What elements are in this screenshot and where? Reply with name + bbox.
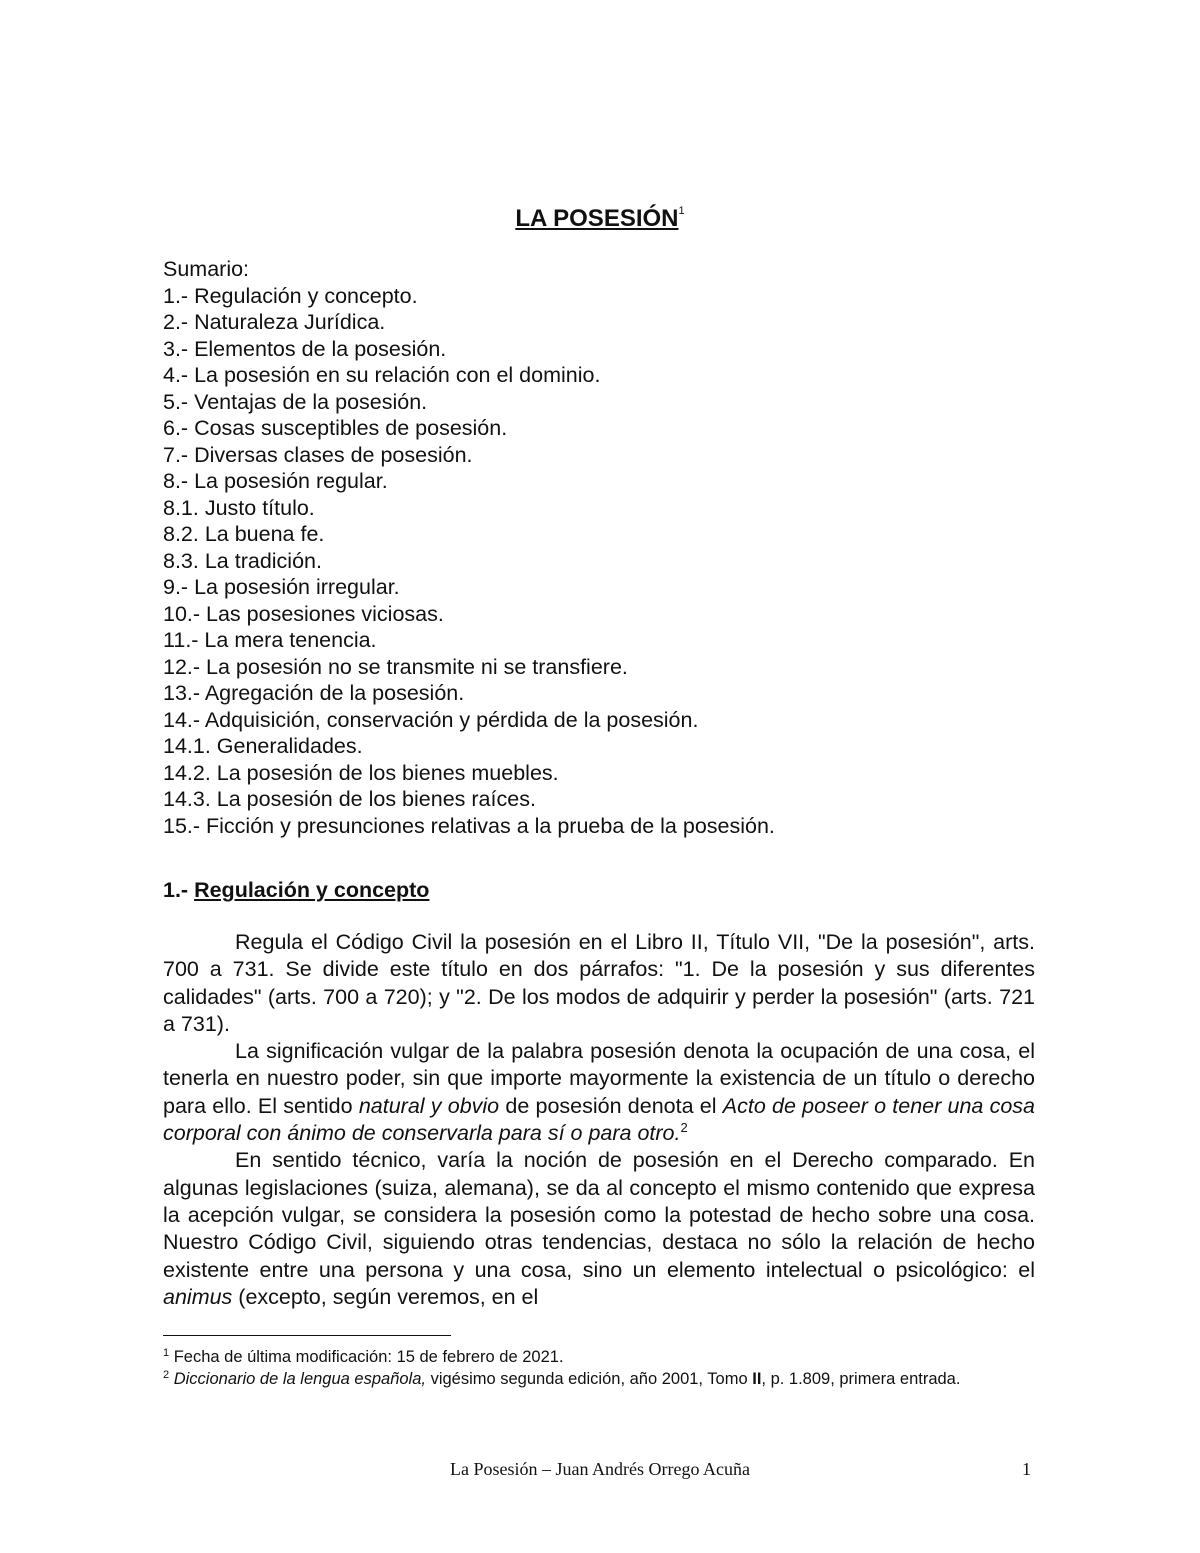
paragraph-text: En sentido técnico, varía la noción de posesión en el Derecho comparado. En algunas legislaciones (suiza, alemana), se da al concepto el mismo contenido que expresa la acepción vulgar, se considera la posesión como la potestad de hecho sobre una cosa. Nuestro Código Civil, siguiendo otras tendencias, destaca no sólo la relación de hecho existente entre una persona y una cosa, sino un elemento intelectual o psicológico: el [163,1148,1035,1282]
summary-item: 3.- Elementos de la posesión. [163,336,447,361]
footer-text: La Posesión – Juan Andrés Orrego Acuña [450,1459,750,1479]
summary-item: 6.- Cosas susceptibles de posesión. [163,416,508,440]
summary [163,256,1043,839]
section-body [163,929,1035,1311]
footnotes [163,1346,1035,1390]
paragraph-emphasis: Acto de poseer o tener una cosa corporal con ánimo de conservarla para sí o para otro. [163,1093,1036,1146]
summary-item: 10.- Las posesiones viciosas. [163,601,444,626]
section-heading [163,876,429,904]
footnote-separator [163,1335,451,1336]
summary-item: 12.- La posesión no se transmite ni se transfiere. [163,654,628,679]
footnote-number: 2 [163,1369,170,1381]
paragraph [163,1038,1035,1147]
footnote-2 [163,1368,1035,1390]
footnote-1 [163,1346,1035,1368]
summary-item: 1.- Regulación y concepto. [163,283,418,308]
summary-item: 5.- Ventajas de la posesión. [163,389,428,414]
footnote-ref: 2 [680,1120,688,1136]
summary-item: 2.- Naturaleza Jurídica. [163,310,386,334]
summary-item: 14.- Adquisición, conservación y pérdida de la posesión. [163,707,699,732]
paragraph-emphasis: natural y obvio [358,1093,500,1118]
paragraph-text: (excepto, según veremos, en el [232,1284,539,1309]
section-number: 1.- [163,878,189,902]
paragraph [163,1147,1035,1311]
summary-item: 8.3. La tradición. [163,548,322,573]
summary-item: 7.- Diversas clases de posesión. [163,442,473,467]
summary-item: 15.- Ficción y presunciones relativas a la prueba de la posesión. [163,813,775,838]
page-number: 1 [1022,1459,1031,1479]
footnote-strong: II [752,1370,762,1388]
summary-item: 14.2. La posesión de los bienes muebles. [163,760,559,785]
title-text: LA POSESIÓN [515,205,679,232]
summary-item: 8.- La posesión regular. [163,469,388,493]
summary-item: 8.1. Justo título. [163,495,315,520]
summary-item: 9.- La posesión irregular. [163,575,400,599]
footnote-emphasis: Diccionario de la lengua española, [173,1370,426,1388]
paragraph-text: de posesión denota el [499,1093,723,1118]
summary-item: 14.3. La posesión de los bienes raíces. [163,787,536,811]
title-footnote-ref: 1 [678,205,685,217]
summary-item: 4.- La posesión en su relación con el dominio. [163,363,601,387]
summary-heading: Sumario: [163,257,250,281]
document-title [0,196,1200,234]
summary-item: 11.- La mera tenencia. [163,628,377,652]
footnote-text: vigésimo segunda edición, año 2001, Tomo [425,1370,753,1388]
footnote-number: 1 [163,1347,170,1359]
footnote-text: Fecha de última modificación: 15 de febrero de 2021. [169,1348,564,1366]
footnote-text: , p. 1.809, primera entrada. [761,1370,961,1388]
paragraph-emphasis: animus [163,1284,233,1309]
summary-item: 13.- Agregación de la posesión. [163,681,465,705]
paragraph: Regula el Código Civil la posesión en el Libro II, Título VII, "De la posesión", arts. 700 a 731. Se divide este título en dos párrafos: "1. De la posesión y sus diferentes calidades" (arts. 700 a 720); y "2. De los modos de adquirir y perder la posesión" (arts. 721 a 731). [163,930,1035,1036]
summary-item: 14.1. Generalidades. [163,734,363,758]
summary-item: 8.2. La buena fe. [163,522,325,546]
paragraph-text: La significación vulgar de la palabra posesión denota la ocupación de una cosa, el tenerla en nuestro poder, sin que importe mayormente la existencia de un título o derecho para ello. El sentido [163,1039,1035,1118]
section-title-text: Regulación y concepto [194,878,430,902]
